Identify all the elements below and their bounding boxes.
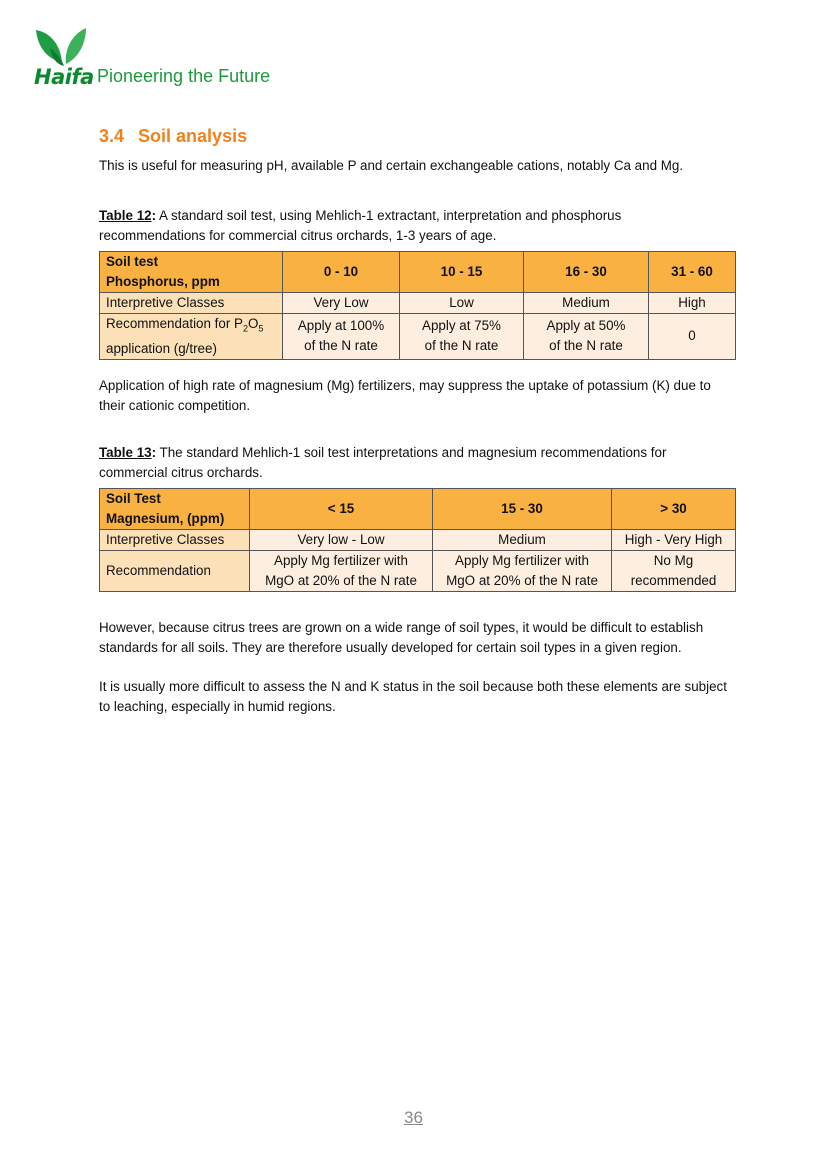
header-line: Soil Test: [106, 491, 161, 506]
table-header-cell: 16 - 30: [524, 252, 649, 293]
subscript: 2: [242, 323, 248, 334]
magnesium-table: [99, 488, 736, 592]
table-row: [100, 293, 736, 314]
closing-paragraph-2: It is usually more difficult to assess the N and K status in the soil because both these elements are subject to leaching, especially in humid regions.: [99, 679, 727, 714]
table-cell: Apply at 50% of the N rate: [524, 314, 649, 360]
section-title: [99, 126, 247, 147]
row-label: Interpretive Classes: [100, 293, 283, 314]
table13-caption-text: The standard Mehlich-1 soil test interpretations and magnesium recommendations for commercial citrus orchards.: [99, 445, 667, 480]
table-cell: Very Low: [283, 293, 400, 314]
header-line: Magnesium, (ppm): [106, 511, 225, 526]
header-line: Soil test: [106, 254, 159, 269]
table-cell: High: [649, 293, 736, 314]
table-row: [100, 530, 736, 551]
section-number: 3.4: [99, 126, 125, 146]
table-cell: No Mg recommended: [612, 551, 736, 592]
table-header-row: [100, 252, 736, 293]
table-header-cell: 15 - 30: [433, 489, 612, 530]
table-header-cell: 0 - 10: [283, 252, 400, 293]
table-cell: 0: [649, 314, 736, 360]
row-label: [100, 314, 283, 360]
table-cell: Low: [400, 293, 524, 314]
closing-paragraph-1: However, because citrus trees are grown on a wide range of soil types, it would be difficult to establish standards for all soils. They are therefore usually developed for certain soil types in a given region.: [99, 620, 704, 655]
table-header-cell: 10 - 15: [400, 252, 524, 293]
table-header-row: [100, 489, 736, 530]
brand-logo-text: Haifa: [34, 65, 94, 89]
table-cell: Apply at 100% of the N rate: [283, 314, 400, 360]
table-header-cell: > 30: [612, 489, 736, 530]
table-cell: Medium: [524, 293, 649, 314]
table12-label: Table 12: [99, 208, 152, 223]
table-cell: Apply at 75% of the N rate: [400, 314, 524, 360]
label-text: Recommendation for P: [106, 316, 243, 331]
label-text: O: [247, 316, 259, 331]
table-header-cell: 31 - 60: [649, 252, 736, 293]
table-cell: High - Very High: [612, 530, 736, 551]
table-header-cell: [100, 489, 250, 530]
table13-caption: Table 13: The standard Mehlich-1 soil test interpretations and magnesium recommendations for commercial citrus orchards.: [99, 445, 667, 480]
table-header-cell: [100, 252, 283, 293]
row-label: Interpretive Classes: [100, 530, 250, 551]
table-header-cell: < 15: [250, 489, 433, 530]
table-cell: Apply Mg fertilizer with MgO at 20% of the N rate: [250, 551, 433, 592]
table13-label: Table 13: [99, 445, 152, 460]
table-cell: Medium: [433, 530, 612, 551]
label-text: application (g/tree): [106, 340, 217, 356]
magnesium-note: Application of high rate of magnesium (Mg) fertilizers, may suppress the uptake of potassium (K) due to their cationic competition.: [99, 378, 711, 413]
table-row: [100, 314, 736, 360]
table-row: [100, 551, 736, 592]
section-title-text: Soil analysis: [138, 126, 248, 146]
page-number: 36: [404, 1108, 423, 1127]
header-line: Phosphorus, ppm: [106, 274, 220, 289]
table-cell: Apply Mg fertilizer with MgO at 20% of the N rate: [433, 551, 612, 592]
phosphorus-table: [99, 251, 736, 360]
table12-caption-text: A standard soil test, using Mehlich-1 extractant, interpretation and phosphorus recommendations for commercial citrus orchards, 1-3 years of age.: [99, 208, 622, 243]
tagline: Pioneering the Future: [97, 66, 271, 86]
row-label: Recommendation: [100, 551, 250, 592]
intro-paragraph: This is useful for measuring pH, available P and certain exchangeable cations, notably Ca and Mg.: [99, 158, 684, 173]
table12-caption: Table 12: A standard soil test, using Mehlich-1 extractant, interpretation and phosphorus recommendations for commercial citrus orchards, 1-3 years of age.: [99, 208, 622, 243]
subscript: 5: [258, 323, 264, 334]
table-cell: Very low - Low: [250, 530, 433, 551]
